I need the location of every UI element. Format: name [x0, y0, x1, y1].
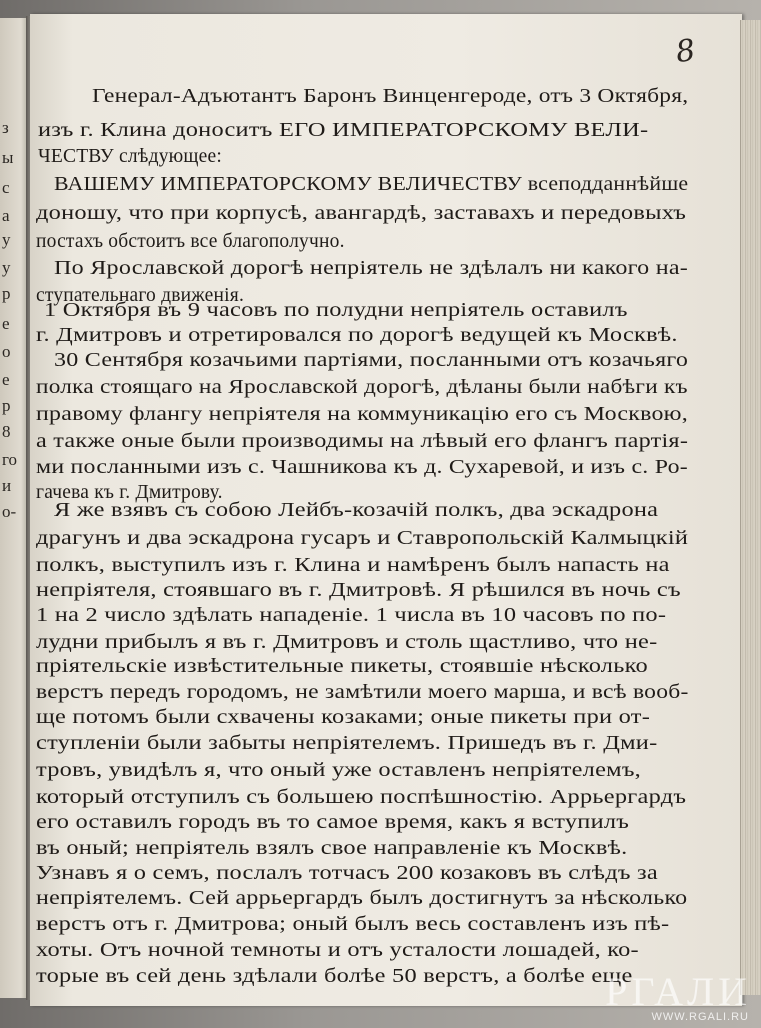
text-line: а также оные были производимы на лѣвый его флангъ партія-	[36, 431, 689, 452]
prev-page-fragment: а	[2, 206, 10, 225]
text-line: верстъ отъ г. Дмитрова; оный былъ весь составленъ изъ пѣ-	[36, 914, 670, 935]
text-line: ВАШЕМУ ИМПЕРАТОРСКОМУ ВЕЛИЧЕСТВУ всеподданнѣйше	[54, 174, 689, 195]
text-line: Генерал-Адъютантъ Баронъ Винценгероде, отъ 3 Октября,	[92, 86, 689, 107]
text-line: верстъ передъ городомъ, не замѣтили моего марша, и всѣ вооб-	[36, 682, 689, 703]
text-line: полка стоящаго на Ярославской дорогѣ, дѣланы были набѣги къ	[36, 377, 688, 398]
text-line: Я же взявъ съ собою Лейбъ-козачій полкъ, два эскадрона	[54, 500, 659, 521]
text-line: доношу, что при корпусѣ, авангардѣ, заставахъ и передовыхъ	[36, 203, 687, 224]
text-line: драгунъ и два эскадрона гусаръ и Ставропольскій Калмыцкій	[36, 528, 689, 549]
text-line: 1 на 2 число здѣлать нападеніе. 1 числа въ 10 часовъ по по-	[36, 605, 667, 626]
text-line: ще потомъ были схвачены козаками; оные пикеты при от-	[36, 707, 651, 728]
text-line: 30 Сентября козачьими партіями, посланными отъ козачьяго	[54, 350, 689, 371]
prev-page-fragment: 8	[2, 422, 11, 441]
prev-page-fragment: р	[2, 284, 11, 303]
text-line: непріятеля, стоявшаго въ г. Дмитровѣ. Я рѣшился въ ночь съ	[36, 580, 681, 601]
prev-page-fragment: е	[2, 370, 10, 389]
text-line: ступленіи были забыты непріятелемъ. Пришедъ въ г. Дми-	[36, 733, 658, 754]
page-number: 8	[673, 32, 698, 71]
archive-url: WWW.RGALI.RU	[651, 1011, 749, 1023]
text-line: постахъ обстоитъ все благополучно.	[36, 231, 345, 252]
prev-page-fragment: и	[2, 476, 12, 495]
text-line: изъ г. Клина доноситъ ЕГО ИМПЕРАТОРСКОМУ ВЕЛИ-	[38, 120, 649, 141]
text-line: его оставилъ городъ въ то самое время, какъ я вступилъ	[36, 812, 630, 833]
text-line: г. Дмитровъ и отретировался по дорогѣ ведущей къ Москвѣ.	[36, 325, 678, 346]
text-line: ступательнаго движенія.	[36, 285, 245, 306]
text-line: въ оный; непріятель взялъ свое направленіе къ Москвѣ.	[36, 838, 628, 859]
text-line: хоты. Отъ ночной темноты и отъ усталости лошадей, ко-	[36, 940, 639, 961]
text-line: ЧЕСТВУ слѣдующее:	[38, 146, 222, 167]
text-line: правому флангу непріятеля на коммуникацію его съ Москвою,	[36, 404, 689, 425]
prev-page-fragment: го	[2, 450, 18, 469]
page-stack-edge	[740, 20, 761, 995]
prev-page-fragment: з	[2, 118, 9, 137]
text-line: 1 Октября въ 9 часовъ по полудни непріятель оставилъ	[44, 300, 628, 321]
text-line: пріятельскіе извѣстительные пикеты, стоявшіе нѣсколько	[36, 656, 648, 677]
prev-page-fragment: е	[2, 314, 10, 333]
prev-page-fragment: о	[2, 342, 11, 361]
text-line: По Ярославской дорогѣ непріятель не здѣлалъ ни какого на-	[54, 258, 689, 279]
text-line: полкъ, выступилъ изъ г. Клина и намѣренъ былъ напасть на	[36, 555, 670, 576]
prev-page-fragment: о-	[2, 502, 17, 521]
prev-page-fragment: у	[2, 230, 11, 249]
archive-watermark: РГАЛИ	[605, 969, 751, 1014]
text-line: лудни прибылъ я въ г. Дмитровъ и столь щастливо, что не-	[36, 632, 658, 653]
prev-page-fragment: у	[2, 258, 11, 277]
text-line: непріятелемъ. Сей аррьергардъ былъ достигнутъ за нѣсколько	[36, 888, 688, 909]
prev-page-fragment: р	[2, 396, 11, 415]
text-line: Узнавъ я о семъ, послалъ тотчасъ 200 козаковъ въ слѣдъ за	[36, 863, 659, 884]
text-line: тровъ, увидѣлъ я, что оный уже оставленъ непріятелемъ,	[36, 760, 642, 781]
text-line: который отступилъ съ большею поспѣшностію. Аррьергардъ	[36, 787, 687, 808]
text-line: ми посланными изъ с. Чашникова къ д. Сухаревой, и изъ с. Ро-	[36, 457, 688, 478]
text-line: гачева къ г. Дмитрову.	[36, 482, 223, 503]
prev-page-fragment: ы	[2, 148, 14, 167]
text-line: торые въ сей день здѣлали болѣе 50 верстъ, а болѣе еще	[36, 966, 633, 987]
prev-page-fragment: с	[2, 178, 10, 197]
